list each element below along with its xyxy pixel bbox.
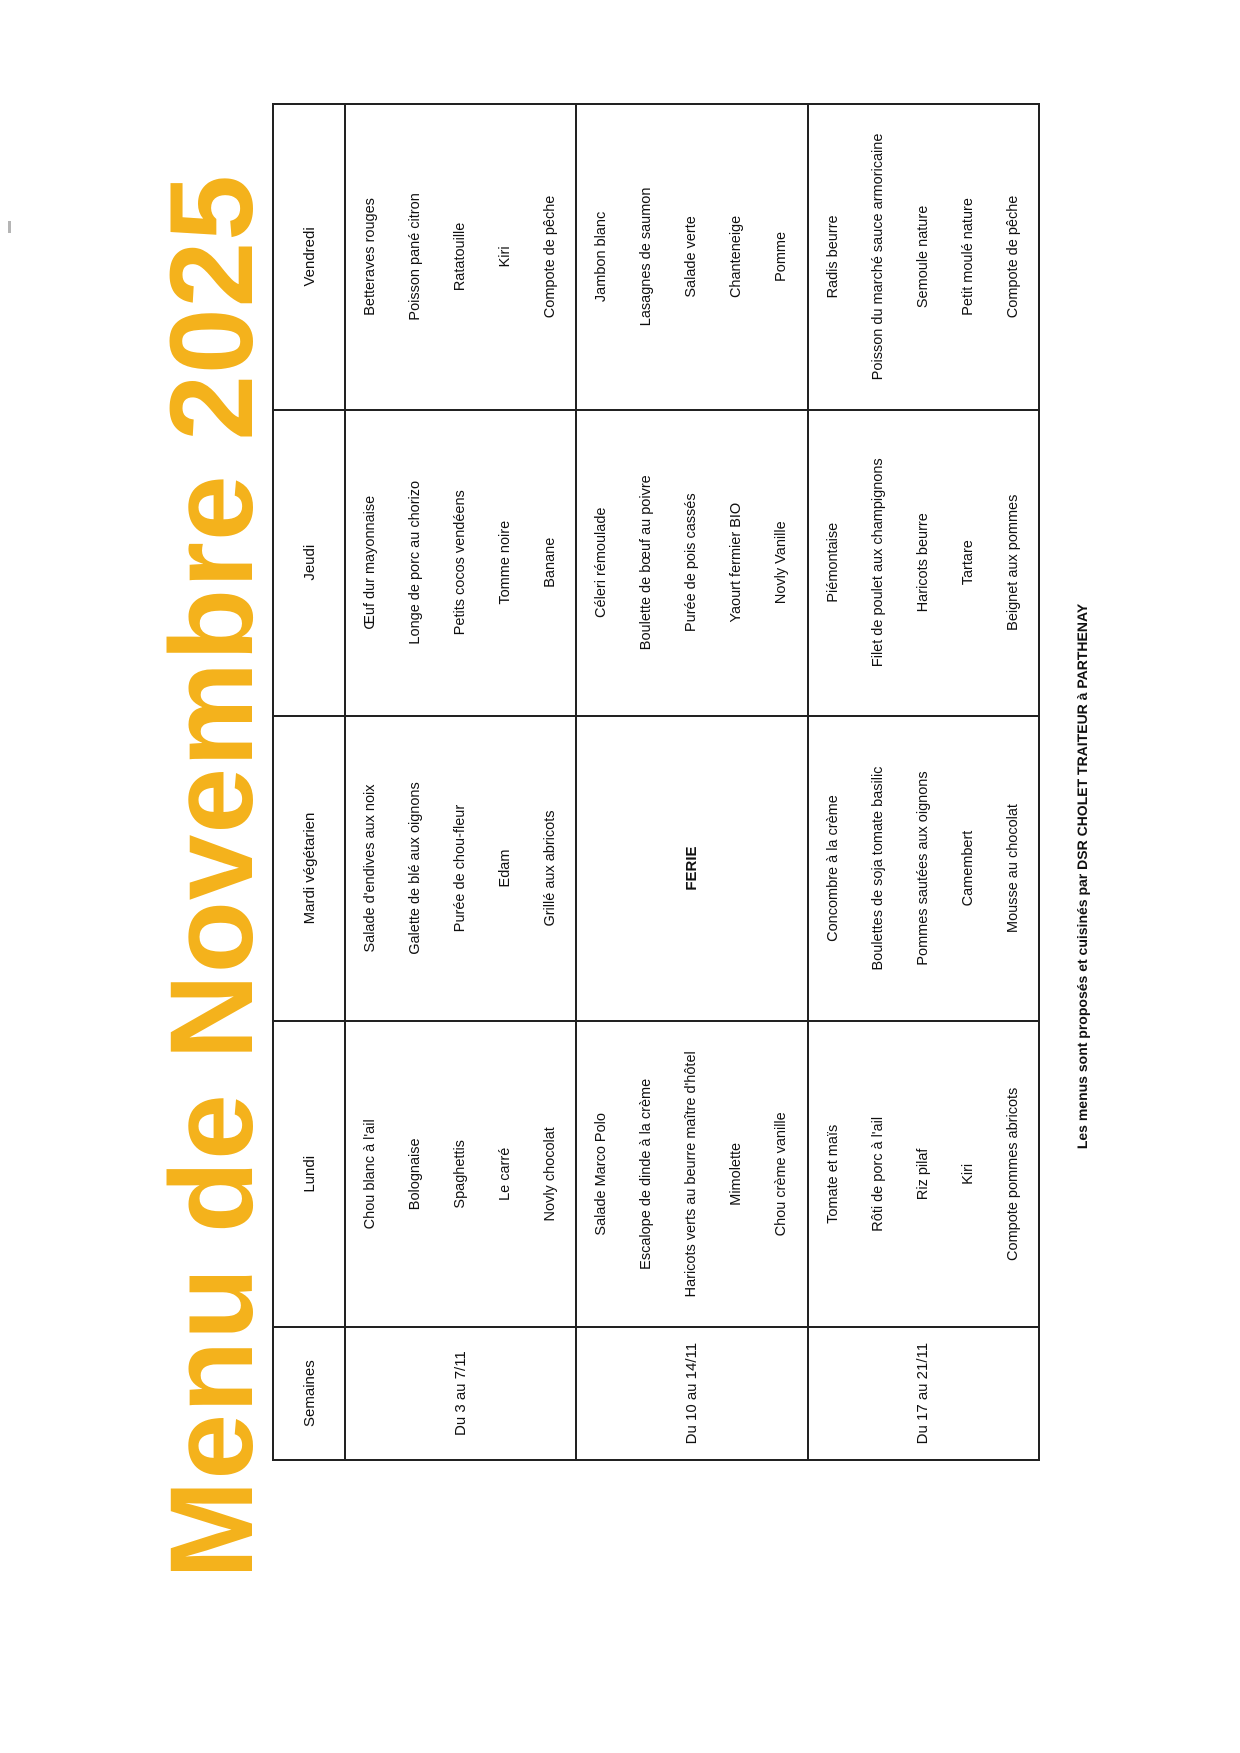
dish: Compote de pêche	[1004, 195, 1021, 319]
header-weeks: Semaines	[273, 1327, 345, 1460]
monday-cell	[576, 1021, 807, 1327]
dish: Pomme	[773, 231, 790, 282]
menu-table	[272, 103, 1040, 1461]
week-label: Du 10 au 14/11	[682, 1342, 700, 1445]
dish: Compote de pêche	[542, 195, 559, 319]
header-row	[273, 104, 345, 1460]
dish: Filet de poulet aux champignons	[869, 458, 886, 668]
dish: Rôti de porc à l'ail	[869, 1116, 886, 1232]
holiday-label: FERIE	[682, 846, 700, 891]
dish: Compote pommes abricots	[1004, 1087, 1021, 1261]
dish: Poisson du marché sauce armoricaine	[869, 133, 886, 381]
footer-note: Les menus sont proposés et cuisinés par DSR CHOLET TRAITEUR à PARTHENAY	[1074, 603, 1090, 1150]
dish: Haricots verts au beurre maître d'hôtel	[683, 1051, 700, 1298]
dish: Kiri	[959, 1163, 976, 1185]
dish: Lasagnes de saumon	[638, 187, 655, 327]
week-row	[808, 104, 1039, 1460]
dish: Ratatouille	[452, 222, 469, 292]
dish: Boulettes de soja tomate basilic	[869, 766, 886, 971]
dish: Pommes sautées aux oignons	[914, 771, 931, 966]
monday-cell	[808, 1021, 1039, 1327]
dish: Escalope de dinde à la crème	[638, 1078, 655, 1270]
dish: Riz pilaf	[914, 1148, 931, 1201]
header-monday: Lundi	[273, 1021, 345, 1327]
dish: Mousse au chocolat	[1004, 804, 1021, 934]
header-thursday: Jeudi	[273, 410, 345, 716]
dish: Tomate et maïs	[824, 1124, 841, 1224]
page-title: Menu de Novembre 2025	[146, 174, 278, 1579]
dish: Chou crème vanille	[773, 1112, 790, 1237]
dish: Piémontaise	[824, 522, 841, 603]
dish: Spaghettis	[452, 1140, 469, 1209]
dish: Le carré	[497, 1147, 514, 1201]
dish: Edam	[497, 849, 514, 888]
dish: Longe de porc au chorizo	[407, 480, 424, 645]
header-tuesday: Mardi végétarien	[273, 716, 345, 1022]
dish: Tomme noire	[497, 520, 514, 605]
dish: Betteraves rouges	[362, 198, 379, 316]
dish: Concombre à la crème	[824, 795, 841, 942]
dish: Yaourt fermier BIO	[728, 502, 745, 623]
dish: Bolognaise	[407, 1138, 424, 1211]
dish: Boulette de bœuf au poivre	[638, 475, 655, 651]
week-cell	[808, 1327, 1039, 1460]
week-row	[345, 104, 576, 1460]
dish: Banane	[542, 537, 559, 588]
dish: Jambon blanc	[593, 211, 610, 303]
dish: Salade Marco Polo	[593, 1113, 610, 1236]
header-friday: Vendredi	[273, 104, 345, 410]
tuesday-cell	[576, 716, 807, 1022]
dish: Galette de blé aux oignons	[407, 782, 424, 955]
dish: Mimolette	[728, 1142, 745, 1206]
dish: Chanteneige	[728, 215, 745, 299]
dish: Grillé aux abricots	[542, 810, 559, 927]
monday-cell	[345, 1021, 576, 1327]
dish: Purée de pois cassés	[683, 493, 700, 633]
scan-speck	[8, 221, 11, 233]
week-label: Du 17 au 21/11	[914, 1342, 932, 1445]
dish: Salade verte	[683, 216, 700, 298]
friday-cell	[345, 104, 576, 410]
dish: Purée de chou-fleur	[452, 804, 469, 933]
dish: Novly Vanille	[773, 521, 790, 605]
friday-cell	[808, 104, 1039, 410]
thursday-cell	[345, 410, 576, 716]
dish: Kiri	[497, 246, 514, 268]
week-cell	[345, 1327, 576, 1460]
week-label: Du 3 au 7/11	[451, 1351, 469, 1437]
dish: Radis beurre	[824, 215, 841, 299]
dish: Chou blanc à l'ail	[362, 1119, 379, 1230]
dish: Tartare	[959, 540, 976, 586]
thursday-cell	[576, 410, 807, 716]
dish: Novly chocolat	[542, 1127, 559, 1222]
week-cell	[576, 1327, 807, 1460]
dish: Beignet aux pommes	[1004, 494, 1021, 631]
dish: Petit moulé nature	[959, 198, 976, 316]
dish: Poisson pané citron	[407, 193, 424, 321]
thursday-cell	[808, 410, 1039, 716]
friday-cell	[576, 104, 807, 410]
dish: Petits cocos vendéens	[452, 490, 469, 636]
dish: Haricots beurre	[914, 513, 931, 613]
dish: Céleri rémoulade	[593, 507, 610, 618]
week-row	[576, 104, 807, 1460]
dish: Semoule nature	[914, 205, 931, 309]
dish: Salade d'endives aux noix	[362, 784, 379, 953]
dish: Œuf dur mayonnaise	[362, 495, 379, 630]
tuesday-cell	[345, 716, 576, 1022]
dish: Camembert	[959, 830, 976, 907]
tuesday-cell	[808, 716, 1039, 1022]
